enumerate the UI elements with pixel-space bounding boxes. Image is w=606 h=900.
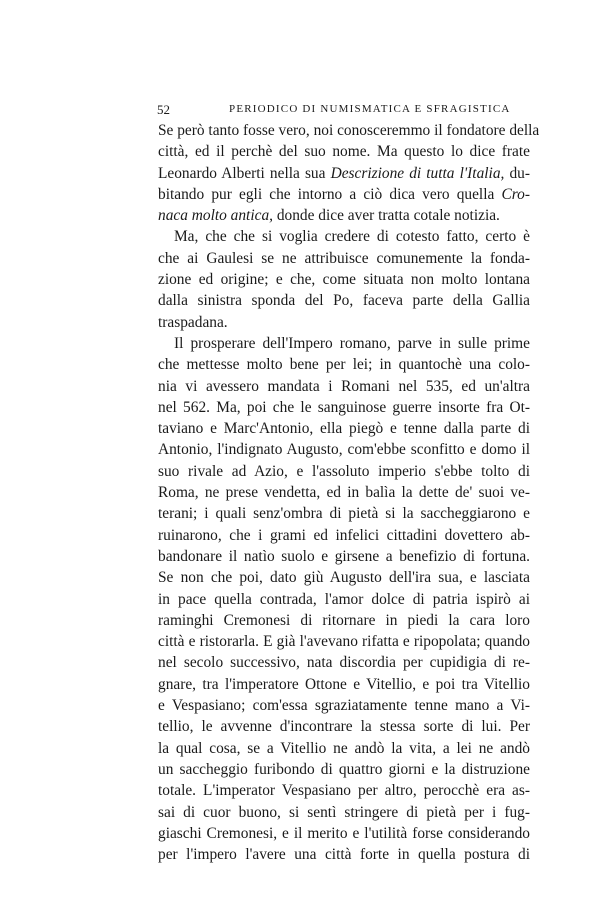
- text-line: città, ed il perchè del suo nome. Ma questo lo dice frate: [158, 143, 530, 161]
- text-line: la qual cosa, se a Vitellio ne andò la vita, a lei ne andò: [158, 739, 530, 757]
- running-title: PERIODICO DI NUMISMATICA E SFRAGISTICA: [229, 103, 511, 115]
- text-line: e Vespasiano; com'essa sgraziatamente tenne mano a Vi-: [158, 697, 530, 715]
- text-line: zione ed origine; e che, come situata non molto lontana: [158, 271, 530, 289]
- text-line: che mettesse molto bene per lei; in quantochè una colo-: [158, 356, 530, 374]
- text-line: tellio, le avvenne d'incontrare la stessa sorte di lui. Per: [158, 718, 530, 736]
- text-line: gnare, tra l'imperatore Ottone e Vitellio, e poi tra Vitellio: [158, 675, 530, 693]
- text-line: nel secolo successivo, nata discordia per cupidigia di re-: [158, 654, 530, 672]
- text-line: nia vi avessero mandata i Romani nel 535, ed un'altra: [158, 377, 530, 395]
- text-line: Antonio, l'indignato Augusto, com'ebbe sconfitto e domo il: [158, 441, 530, 459]
- text-line: traspadana.: [158, 313, 228, 331]
- text-line: totale. L'imperator Vespasiano per altro, perocchè era as-: [158, 782, 530, 800]
- text-line: Se però tanto fosse vero, noi conosceremmo il fondatore della: [158, 122, 540, 139]
- italic-book-title: Descrizione di tutta l'Italia,: [330, 164, 505, 182]
- text-line: suo rivale ad Azio, e l'assoluto imperio s'ebbe tolto di: [158, 462, 530, 480]
- text-line: sai di cuor buono, si sentì stringere di pietà per i fug-: [158, 803, 530, 821]
- body-text: [158, 120, 540, 865]
- text-line: nel 562. Ma, poi che le sanguinose guerre insorte fra Ot-: [158, 398, 530, 416]
- text-line: ruinarono, che i grami ed infelici cittadini dovettero ab-: [158, 526, 530, 544]
- text-line: che ai Gaulesi se ne attribuisce comunemente la fonda-: [158, 249, 530, 267]
- text-line: taviano e Marc'Antonio, ella piegò e tenne dalla parte di: [158, 420, 530, 438]
- text-line: naca molto antica, donde dice aver tratta cotale notizia.: [158, 207, 500, 225]
- text-line: giaschi Cremonesi, e il merito e l'utilità forse considerando: [158, 824, 530, 842]
- text-line: raminghi Cremonesi di ritornare in piedi la cara loro: [158, 611, 530, 629]
- text-line: in pace quella contrada, l'amor dolce di patria ispirò ai: [158, 590, 530, 608]
- text-line: Leonardo Alberti nella sua Descrizione di tutta l'Italia, du-: [158, 164, 530, 182]
- text-line: Il prosperare dell'Impero romano, parve in sulle prime: [174, 334, 530, 352]
- italic-text: naca molto antica,: [158, 207, 273, 225]
- text-line: Ma, che che si voglia credere di cotesto fatto, certo è: [174, 228, 530, 246]
- text-line: per l'impero l'avere una città forte in quella postura di: [158, 846, 530, 864]
- text-line: terani; i quali senz'ombra di pietà si la saccheggiarono e: [158, 505, 530, 523]
- italic-text: Cro-: [501, 185, 530, 203]
- page-number: 52: [157, 102, 170, 117]
- text-line: bitando pur egli che intorno a ciò dica vero quella Cro-: [158, 185, 530, 203]
- text-line: Roma, ne prese vendetta, ed in balìa la dette de' suoi ve-: [158, 484, 530, 502]
- text-line: Se non che poi, dato giù Augusto dell'ira sua, e lasciata: [158, 569, 530, 587]
- text-line: bandonare il natìo suolo e girsene a benefizio di fortuna.: [158, 547, 530, 565]
- text-line: città e ristorarla. E già l'avevano rifatta e ripopolata; quando: [158, 633, 530, 651]
- text-line: un saccheggio furibondo di quattro giorni e la distruzione: [158, 760, 530, 778]
- text-line: dalla sinistra sponda del Po, faceva parte della Gallia: [158, 292, 530, 310]
